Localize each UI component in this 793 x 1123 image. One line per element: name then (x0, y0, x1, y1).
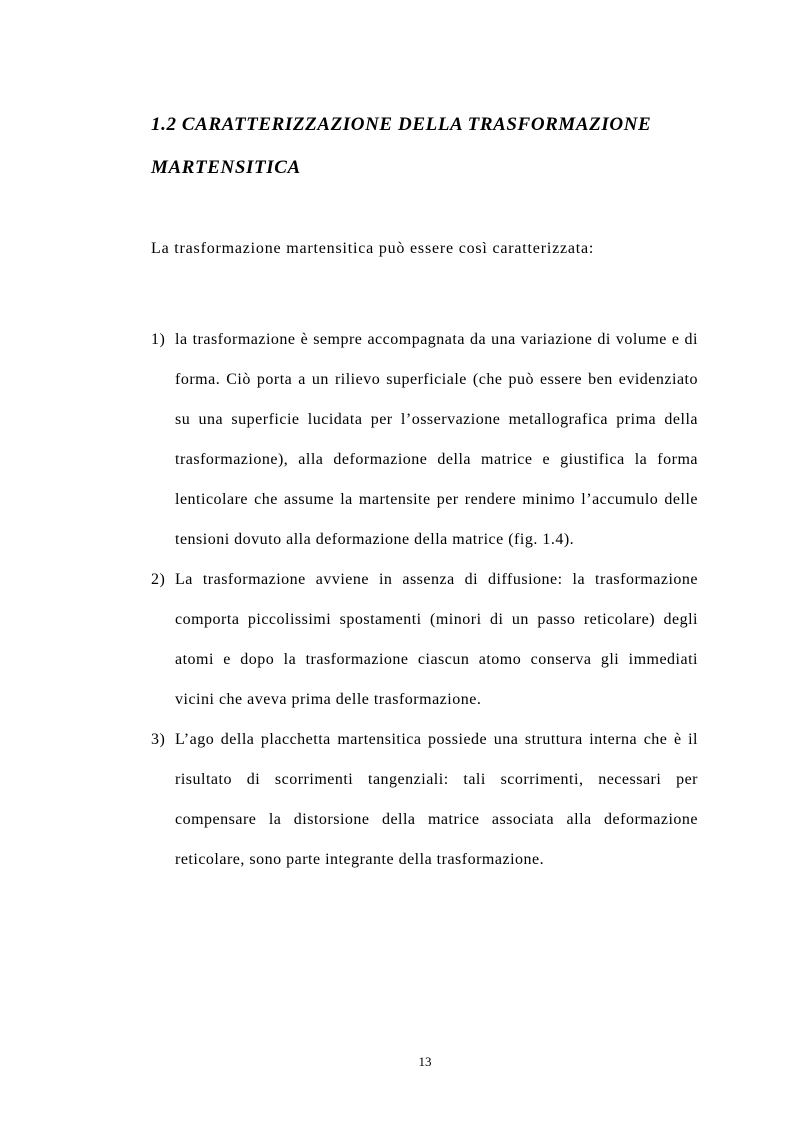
list-item (151, 560, 698, 720)
list-item-text: La trasformazione avviene in assenza di diffusione: la trasformazione comporta piccolissimi spostamenti (minori di un passo reticolare) degli atomi e dopo la trasformazione ciascun atomo conserva gli immediati vicini che aveva prima delle trasformazione. (175, 571, 698, 708)
intro-paragraph: La trasformazione martensitica può essere così caratterizzata: (151, 240, 595, 257)
list-item-text: la trasformazione è sempre accompagnata da una variazione di volume e di forma. Ciò porta a un rilievo superficiale (che può essere ben evidenziato su una superficie lucidata per l’osservazione metallografica prima della trasformazione), alla deformazione della matrice e giustifica la forma lenticolare che assume la martensite per rendere minimo l’accumulo delle tensioni dovuto alla deformazione della matrice (fig. 1.4). (175, 331, 698, 548)
characteristics-list (151, 320, 698, 880)
page-number: 13 (418, 1054, 432, 1069)
list-item-number: 3) (151, 731, 166, 748)
section-heading-line-2: MARTENSITICA (151, 157, 301, 178)
list-item (151, 320, 698, 560)
list-item-number: 2) (151, 571, 166, 588)
list-item (151, 720, 698, 880)
list-item-number: 1) (151, 331, 166, 348)
section-heading-line-1: 1.2 CARATTERIZZAZIONE DELLA TRASFORMAZIONE (151, 114, 652, 135)
list-item-text: L’ago della placchetta martensitica possiede una struttura interna che è il risultato di scorrimenti tangenziali: tali scorrimenti, necessari per compensare la distorsione della matrice associata alla deformazione reticolare, sono parte integrante della trasformazione. (175, 731, 698, 868)
